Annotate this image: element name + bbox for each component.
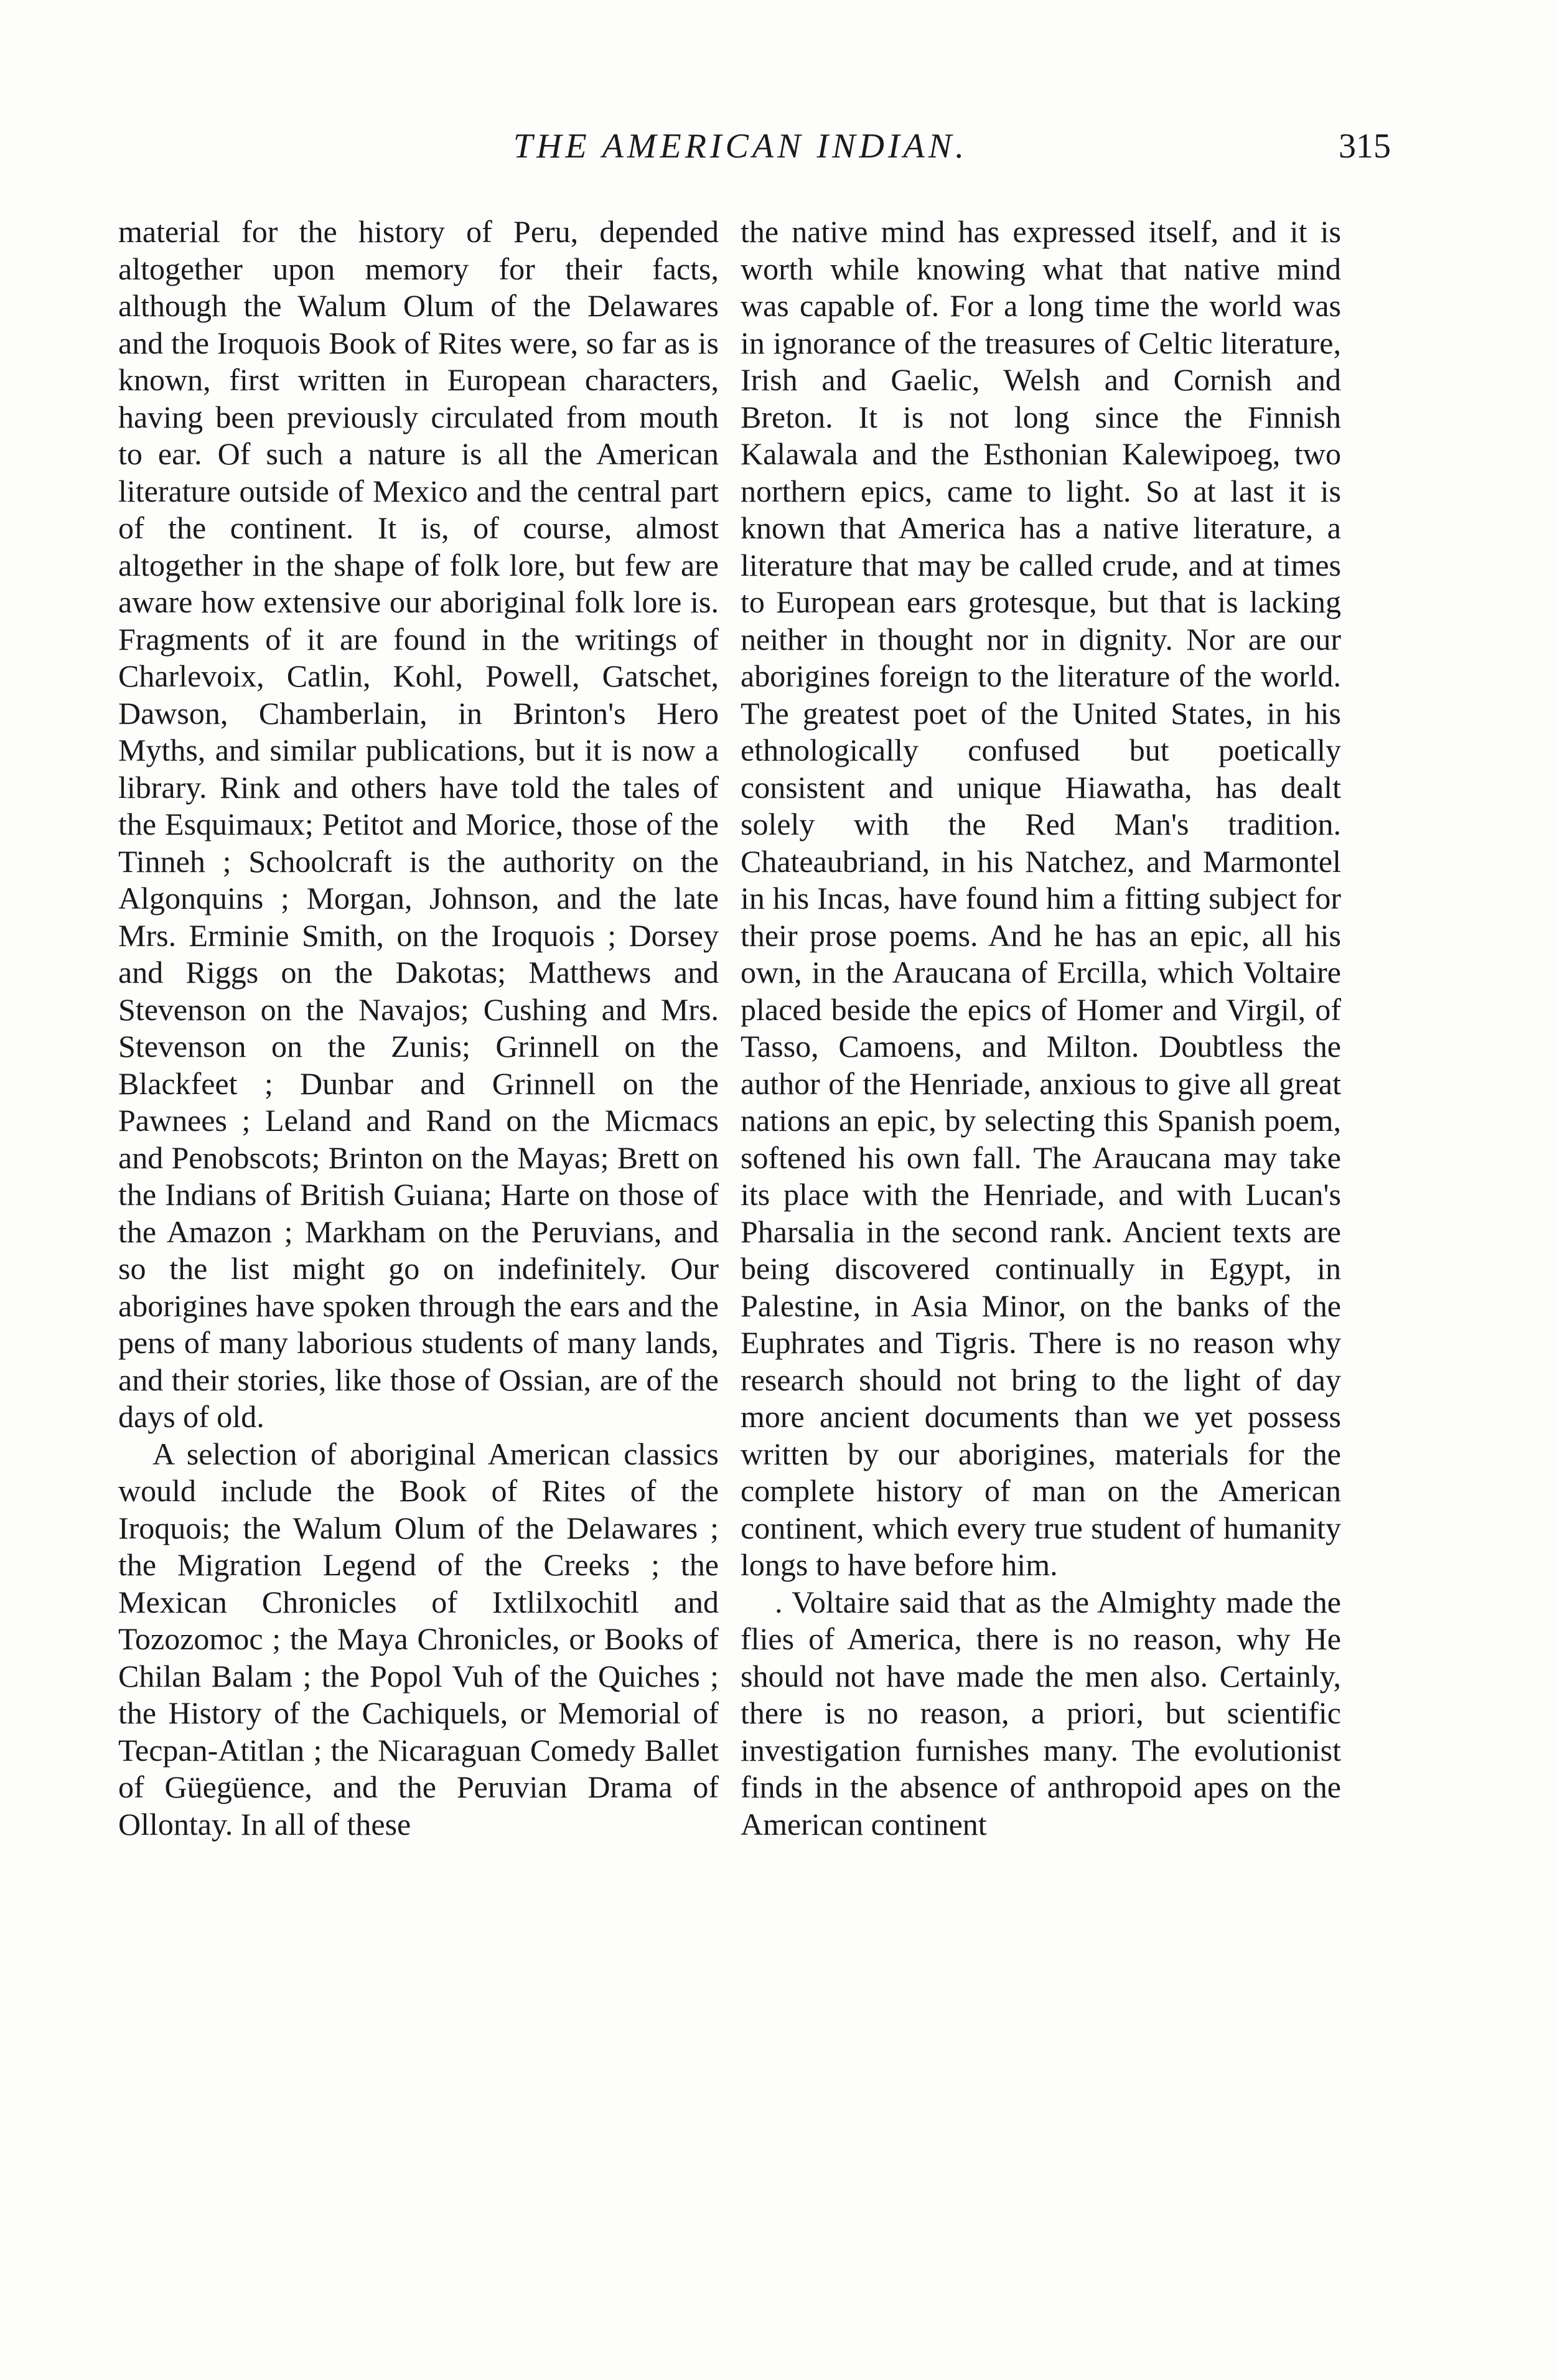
left-column — [118, 213, 719, 1843]
page-number: 315 — [1339, 127, 1391, 166]
running-head — [118, 121, 1391, 171]
paragraph: the native mind has expressed itself, and it is worth while knowing what that native mind was capable of. For a long time the world was in ignorance of the treasures of Celtic literature, Irish and Gaelic, Welsh and Cornish and Breton. It is not long since the Finnish Kalawala and the Esthonian Kalewipoeg, two northern epics, came to light. So at last it is known that America has a native literature, a literature that may be called crude, and at times to European ears grotesque, but that is lacking neither in thought nor in dignity. Nor are our aborigines foreign to the literature of the world. The greatest poet of the United States, in his ethnologically confused but poetically consistent and unique Hiawatha, has dealt solely with the Red Man's tradition. Chateaubriand, in his Natchez, and Marmontel in his Incas, have found him a fitting subject for their prose poems. And he has an epic, all his own, in the Araucana of Ercilla, which Voltaire placed beside the epics of Homer and Virgil, of Tasso, Camoens, and Milton. Doubtless the author of the Henriade, anxious to give all great nations an epic, by selecting this Spanish poem, softened his own fall. The Araucana may take its place with the Henriade, and with Lucan's Pharsalia in the second rank. Ancient texts are being discovered continually in Egypt, in Palestine, in Asia Minor, on the banks of the Euphrates and Tigris. There is no reason why research should not bring to the light of day more ancient documents than we yet possess written by our aborigines, materials for the complete history of man on the American continent, which every true student of humanity longs to have before him. — [741, 214, 1341, 1582]
paragraph: A selection of aboriginal American classics would include the Book of Rites of the Iroquois; the Walum Olum of the Delawares ; the Migration Legend of the Creeks ; the Mexican Chronicles of Ixtlilxochitl and Tozozomoc ; the Maya Chronicles, or Books of Chilan Balam ; the Popol Vuh of the Quiches ; the History of the Cachiquels, or Memorial of Tecpan-Atitlan ; the Nicaraguan Comedy Ballet of Güegüence, and the Peruvian Drama of Ollontay. In all of these — [118, 1436, 719, 1842]
running-title: THE AMERICAN INDIAN. — [513, 127, 968, 166]
right-column — [741, 213, 1341, 1843]
paragraph: . Voltaire said that as the Almighty made the flies of America, there is no reason, why He should not have made the men also. Certainly, there is no reason, a priori, but scientific investigation furnishes many. The evolutionist finds in the absence of anthropoid apes on the American continent — [741, 1584, 1341, 1842]
paragraph: material for the history of Peru, depended altogether upon memory for their facts, although the Walum Olum of the Delawares and the Iroquois Book of Rites were, so far as is known, first written in European characters, having been previously circulated from mouth to ear. Of such a nature is all the American literature outside of Mexico and the central part of the continent. It is, of course, almost altogether in the shape of folk lore, but few are aware how extensive our aboriginal folk lore is. Fragments of it are found in the writings of Charlevoix, Catlin, Kohl, Powell, Gatschet, Dawson, Chamberlain, in Brinton's Hero Myths, and similar publications, but it is now a library. Rink and others have told the tales of the Esquimaux; Petitot and Morice, those of the Tinneh ; Schoolcraft is the authority on the Algonquins ; Morgan, Johnson, and the late Mrs. Erminie Smith, on the Iroquois ; Dorsey and Riggs on the Dakotas; Matthews and Stevenson on the Navajos; Cushing and Mrs. Stevenson on the Zunis; Grinnell on the Blackfeet ; Dunbar and Grinnell on the Pawnees ; Leland and Rand on the Micmacs and Penobscots; Brinton on the Mayas; Brett on the Indians of British Guiana; Harte on those of the Amazon ; Markham on the Peruvians, and so the list might go on indefinitely. Our aborigines have spoken through the ears and the pens of many laborious students of many lands, and their stories, like those of Ossian, are of the days of old. — [118, 214, 719, 1434]
